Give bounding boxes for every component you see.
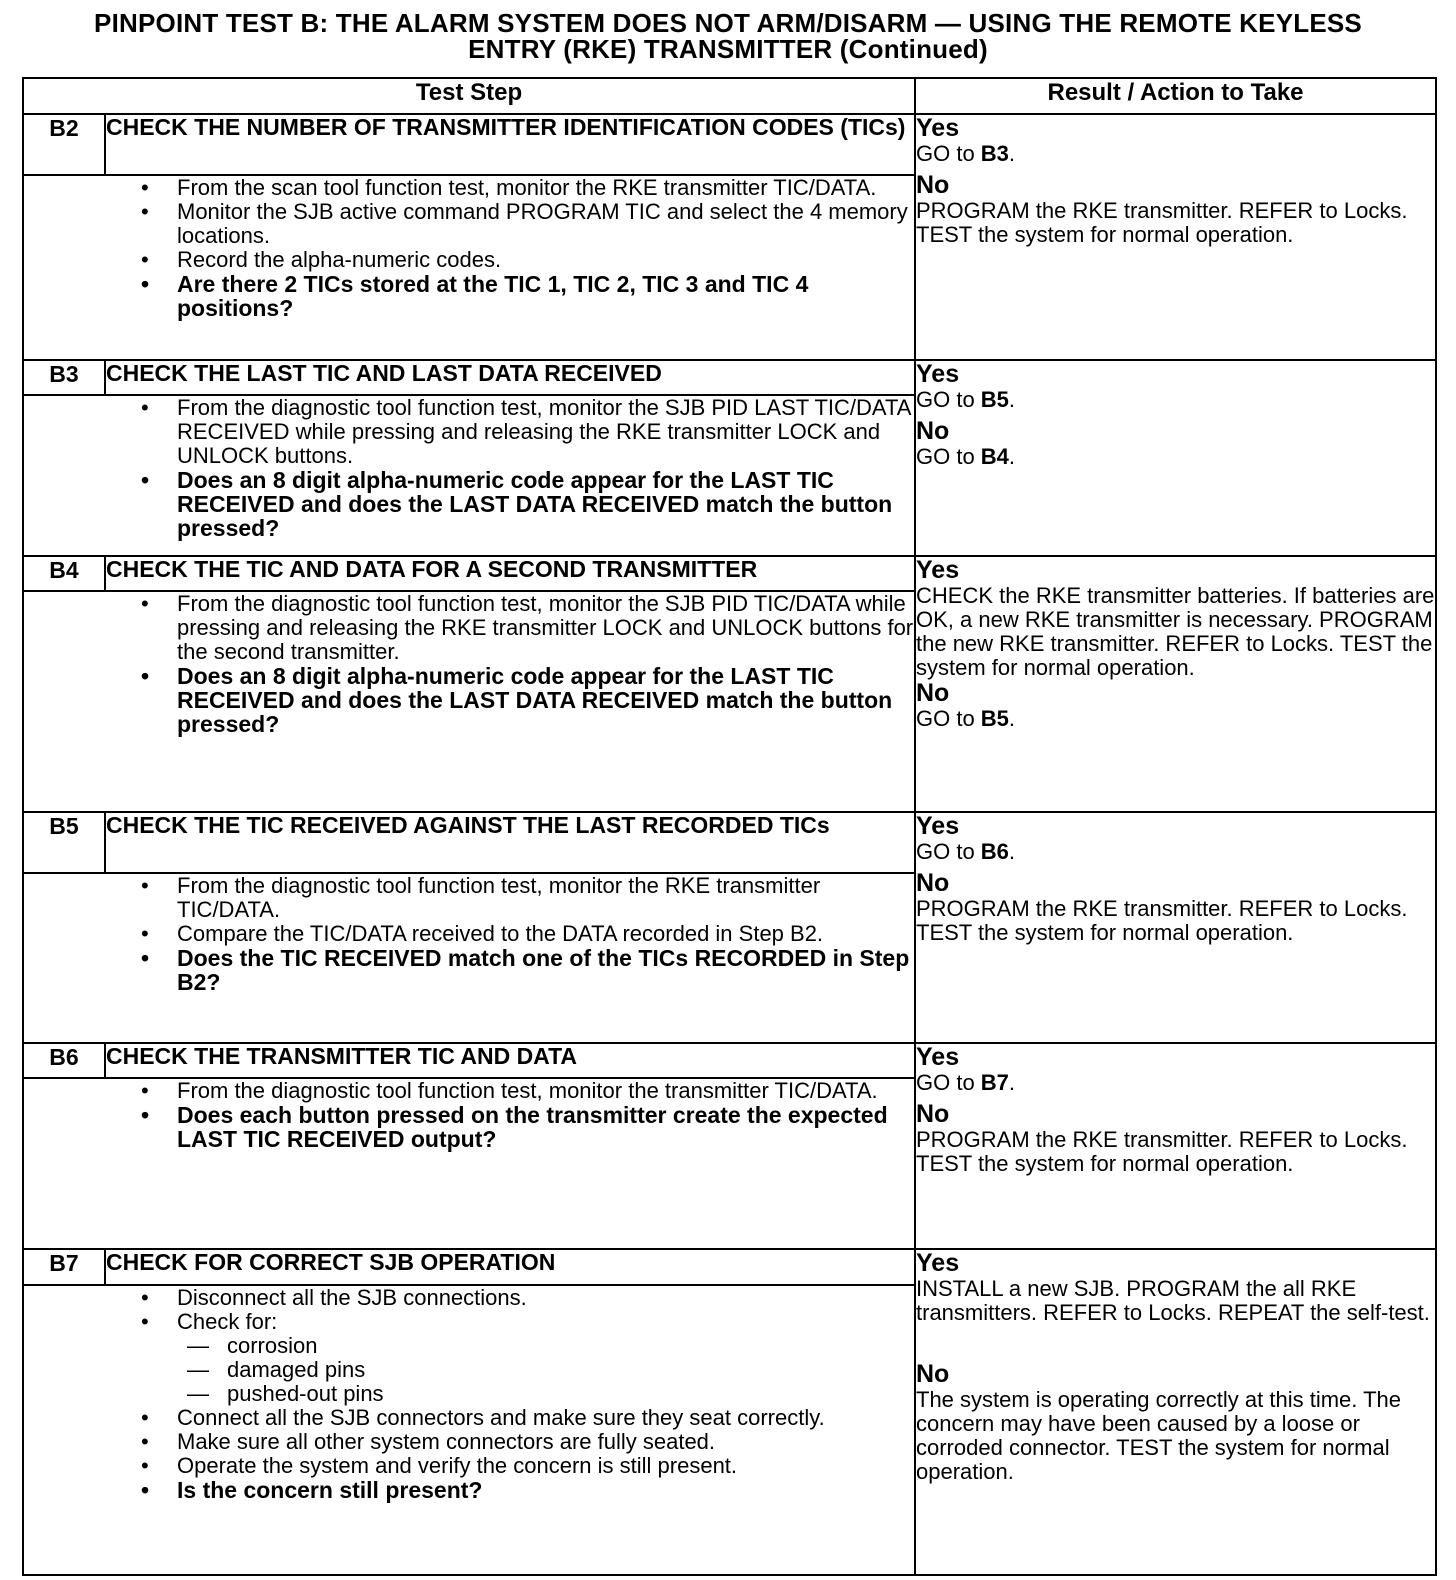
step-b2-question: • Are there 2 TICs stored at the TIC 1, TIC 2, TIC 3 and TIC 4 positions? xyxy=(24,272,914,320)
pinpoint-test-table xyxy=(22,77,1437,1576)
step-b6-question: • Does each button pressed on the transmitter create the expected LAST TIC RECEIVED output? xyxy=(24,1103,914,1151)
step-b6-no-label: No xyxy=(916,1100,950,1128)
step-b7-no-text: The system is operating correctly at this time. The concern may have been caused by a loose or corroded connector. TEST the system for normal operation. xyxy=(916,1387,1401,1484)
step-b7-item: • Check for: xyxy=(24,1310,914,1334)
step-b6-result xyxy=(915,1043,1436,1249)
step-b6-yes-text: GO to B7. xyxy=(916,1070,1016,1095)
step-b5-no-text: PROGRAM the RKE transmitter. REFER to Locks. TEST the system for normal operation. xyxy=(916,896,1408,945)
step-b6-no-text: PROGRAM the RKE transmitter. REFER to Locks. TEST the system for normal operation. xyxy=(916,1127,1408,1176)
step-b5-yes-label: Yes xyxy=(916,812,960,840)
step-b4-body xyxy=(23,591,915,812)
step-b6-item: • From the diagnostic tool function test, monitor the transmitter TIC/DATA. xyxy=(24,1079,914,1103)
step-b5-question: • Does the TIC RECEIVED match one of the TICs RECORDED in Step B2? xyxy=(24,946,914,994)
step-b5-item: • From the diagnostic tool function test, monitor the RKE transmitter TIC/DATA. xyxy=(24,874,914,922)
step-b7-subitem: — pushed-out pins xyxy=(24,1382,914,1406)
step-b2-no-text: PROGRAM the RKE transmitter. REFER to Locks. TEST the system for normal operation. xyxy=(916,198,1408,247)
step-b2-no-label: No xyxy=(916,171,950,199)
step-b5-yes-text: GO to B6. xyxy=(916,839,1016,864)
step-b7-subitem: — damaged pins xyxy=(24,1358,914,1382)
title-line-1: PINPOINT TEST B: THE ALARM SYSTEM DOES NOT ARM/DISARM — USING THE REMOTE KEYLESS xyxy=(94,8,1362,38)
step-b3-no-text: GO to B4. xyxy=(916,444,1016,469)
step-b3-yes-label: Yes xyxy=(916,360,960,388)
step-b7-title-row xyxy=(23,1249,1436,1285)
step-b7-item: • Make sure all other system connectors are fully seated. xyxy=(24,1430,914,1454)
step-b7-title: CHECK FOR CORRECT SJB OPERATION xyxy=(105,1249,915,1285)
step-b7-result xyxy=(915,1249,1436,1575)
step-b4-yes-text: CHECK the RKE transmitter batteries. If batteries are OK, a new RKE transmitter is necessary. PROGRAM the new RKE transmitter. REFER to Locks. TEST the system for normal operation. xyxy=(916,583,1435,680)
step-b7-item: • Disconnect all the SJB connections. xyxy=(24,1286,914,1310)
step-b5-no-label: No xyxy=(916,869,950,897)
step-b5-id: B5 xyxy=(23,812,105,873)
step-b4-yes-label: Yes xyxy=(916,556,960,584)
page-title xyxy=(0,10,1456,62)
step-b7-body xyxy=(23,1285,915,1575)
step-b3-question: • Does an 8 digit alpha-numeric code appear for the LAST TIC RECEIVED and does the LAST DATA RECEIVED match the button pressed? xyxy=(24,468,914,540)
step-b3-no-label: No xyxy=(916,417,950,445)
step-b7-item: • Operate the system and verify the concern is still present. xyxy=(24,1454,914,1478)
step-b5-title-row xyxy=(23,812,1436,873)
step-b4-result xyxy=(915,556,1436,812)
step-b7-no-label: No xyxy=(916,1360,950,1388)
step-b7-subitem: — corrosion xyxy=(24,1334,914,1358)
title-line-2: ENTRY (RKE) TRANSMITTER (Continued) xyxy=(468,34,988,64)
step-b7-item: • Connect all the SJB connectors and make sure they seat correctly. xyxy=(24,1406,914,1430)
step-b7-yes-label: Yes xyxy=(916,1249,960,1277)
step-b5-body xyxy=(23,873,915,1043)
step-b5-title: CHECK THE TIC RECEIVED AGAINST THE LAST RECORDED TICs xyxy=(105,812,915,873)
step-b3-title-row xyxy=(23,360,1436,395)
step-b6-title: CHECK THE TRANSMITTER TIC AND DATA xyxy=(105,1043,915,1078)
header-test-step: Test Step xyxy=(23,78,915,114)
step-b4-item: • From the diagnostic tool function test, monitor the SJB PID TIC/DATA while pressing and releasing the RKE transmitter LOCK and UNLOCK buttons for the second transmitter. xyxy=(24,592,914,664)
step-b7-question: • Is the concern still present? xyxy=(24,1478,914,1502)
header-row xyxy=(23,78,1436,114)
step-b3-result xyxy=(915,360,1436,556)
step-b4-id: B4 xyxy=(23,556,105,591)
header-result: Result / Action to Take xyxy=(915,78,1436,114)
step-b2-item: • From the scan tool function test, monitor the RKE transmitter TIC/DATA. xyxy=(24,176,914,200)
step-b7-yes-text: INSTALL a new SJB. PROGRAM the all RKE transmitters. REFER to Locks. REPEAT the self-test. xyxy=(916,1276,1430,1325)
step-b4-no-text: GO to B5. xyxy=(916,706,1016,731)
step-b6-id: B6 xyxy=(23,1043,105,1078)
step-b5-result xyxy=(915,812,1436,1043)
step-b2-title: CHECK THE NUMBER OF TRANSMITTER IDENTIFICATION CODES (TICs) xyxy=(105,114,915,175)
step-b6-title-row xyxy=(23,1043,1436,1078)
step-b3-yes-text: GO to B5. xyxy=(916,387,1016,412)
step-b2-item: • Monitor the SJB active command PROGRAM TIC and select the 4 memory locations. xyxy=(24,200,914,248)
step-b4-title: CHECK THE TIC AND DATA FOR A SECOND TRANSMITTER xyxy=(105,556,915,591)
step-b3-id: B3 xyxy=(23,360,105,395)
step-b6-yes-label: Yes xyxy=(916,1043,960,1071)
step-b2-yes-label: Yes xyxy=(916,114,960,142)
step-b2-yes-text: GO to B3. xyxy=(916,141,1016,166)
step-b5-item: • Compare the TIC/DATA received to the DATA recorded in Step B2. xyxy=(24,922,914,946)
step-b2-item: • Record the alpha-numeric codes. xyxy=(24,248,914,272)
step-b4-no-label: No xyxy=(916,679,950,707)
step-b3-body xyxy=(23,395,915,556)
step-b3-item: • From the diagnostic tool function test, monitor the SJB PID LAST TIC/DATA RECEIVED while pressing and releasing the RKE transmitter LOCK and UNLOCK buttons. xyxy=(24,396,914,468)
step-b7-sublist xyxy=(24,1334,914,1406)
step-b2-title-row xyxy=(23,114,1436,175)
step-b6-body xyxy=(23,1078,915,1249)
step-b2-body xyxy=(23,175,915,360)
step-b7-id: B7 xyxy=(23,1249,105,1285)
step-b4-title-row xyxy=(23,556,1436,591)
step-b2-result xyxy=(915,114,1436,360)
step-b4-question: • Does an 8 digit alpha-numeric code appear for the LAST TIC RECEIVED and does the LAST DATA RECEIVED match the button pressed? xyxy=(24,664,914,736)
step-b3-title: CHECK THE LAST TIC AND LAST DATA RECEIVED xyxy=(105,360,915,395)
step-b2-id: B2 xyxy=(23,114,105,175)
